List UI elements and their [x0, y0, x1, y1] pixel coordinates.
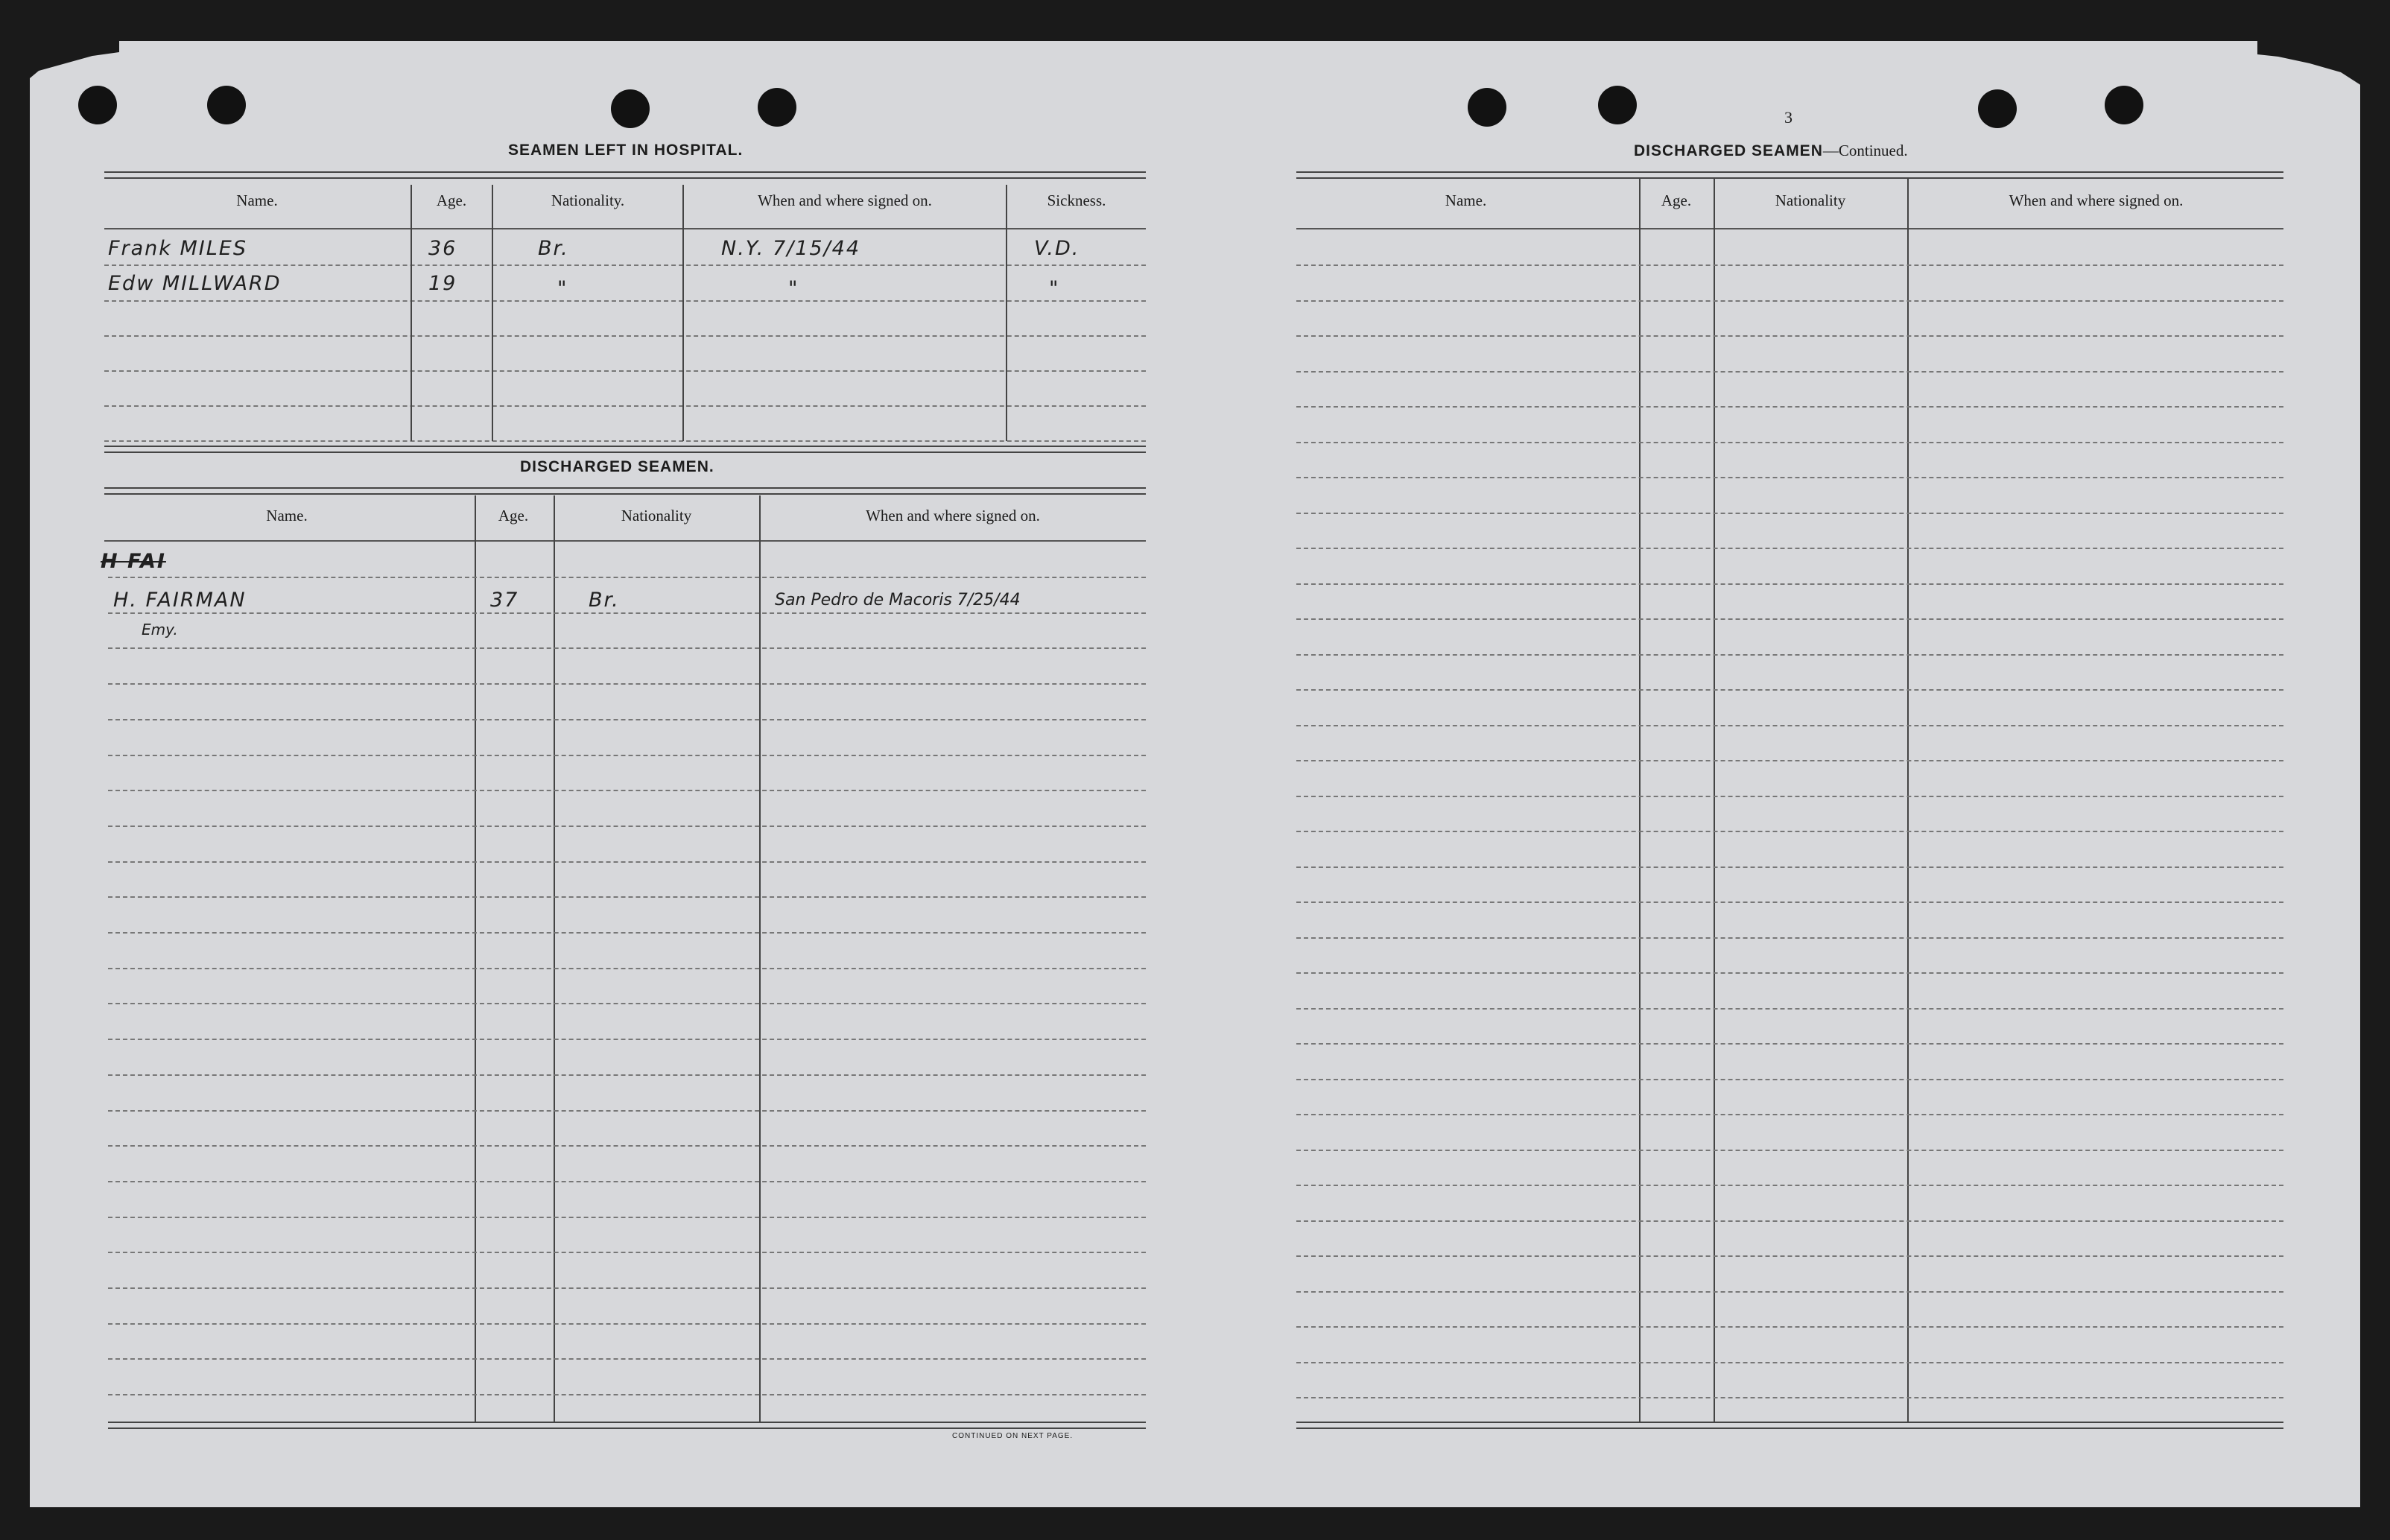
hospital-row-1-sickness: V.D. — [1034, 237, 1080, 260]
punch-hole — [78, 86, 117, 124]
hospital-row-2-nationality: " — [557, 277, 568, 300]
ruled-line — [1296, 1185, 2283, 1186]
ruled-line — [108, 719, 1146, 720]
ruled-line — [1296, 1326, 2283, 1328]
ruled-line — [108, 755, 1146, 756]
hospital-col-nationality: Nationality. — [551, 191, 625, 209]
ruled-line — [108, 577, 1146, 578]
ruled-line — [108, 790, 1146, 791]
ruled-line — [1296, 654, 2283, 656]
discharged-col-divider — [759, 495, 761, 1422]
ruled-line — [108, 1003, 1146, 1004]
hospital-row-1-signed-on: N.Y. 7/15/44 — [721, 237, 861, 260]
ruled-line — [1296, 831, 2283, 832]
ruled-line — [1296, 583, 2283, 585]
ruled-line — [1296, 1397, 2283, 1398]
continued-col-name: Name. — [1445, 191, 1487, 209]
ruled-line — [1296, 1114, 2283, 1115]
punch-hole — [1468, 88, 1506, 127]
continued-col-divider — [1639, 179, 1641, 1422]
ruled-line — [1296, 300, 2283, 302]
ruled-line — [108, 1217, 1146, 1218]
punch-hole — [758, 88, 796, 127]
hospital-row-line — [104, 370, 1146, 372]
discharged-col-nationality: Nationality — [621, 507, 692, 525]
hospital-col-signed-on: When and where signed on. — [758, 191, 932, 209]
hospital-col-divider — [411, 185, 412, 441]
right-bottom-rule — [1296, 1422, 2283, 1429]
discharged-section-title: DISCHARGED SEAMEN. — [520, 458, 714, 475]
ruled-line — [1296, 901, 2283, 903]
ruled-line — [108, 1181, 1146, 1182]
ruled-line — [1296, 1220, 2283, 1222]
hospital-col-sickness: Sickness. — [1047, 191, 1106, 209]
ruled-line — [108, 861, 1146, 863]
discharged-title-rule — [104, 446, 1146, 453]
ruled-line — [108, 1110, 1146, 1112]
ruled-line — [1296, 866, 2283, 868]
ruled-line — [1296, 972, 2283, 974]
discharged-col-divider — [475, 495, 476, 1422]
ruled-line — [108, 1252, 1146, 1253]
ruled-line — [1296, 1008, 2283, 1010]
hospital-section-title: SEAMEN LEFT IN HOSPITAL. — [508, 142, 744, 159]
punch-hole — [2105, 86, 2143, 124]
discharged-row-1-age: 37 — [490, 589, 519, 612]
ruled-line — [1296, 1150, 2283, 1151]
discharged-header-rule — [104, 540, 1146, 542]
continued-header-rule — [1296, 228, 2283, 229]
hospital-row-line — [104, 335, 1146, 337]
ruled-line — [1296, 796, 2283, 797]
page-number: 3 — [1784, 108, 1792, 127]
continued-title-suffix: —Continued. — [1822, 142, 1908, 159]
hospital-row-2-signed-on: " — [788, 277, 799, 300]
hospital-row-line — [104, 264, 1146, 266]
discharged-col-name: Name. — [266, 507, 308, 525]
ruled-line — [108, 1145, 1146, 1147]
ruled-line — [1296, 477, 2283, 478]
continued-col-divider — [1907, 179, 1909, 1422]
ruled-line — [108, 896, 1146, 898]
ruled-line — [1296, 937, 2283, 939]
discharged-row-1-signed-on: San Pedro de Macoris 7/25/44 — [775, 591, 1021, 609]
ruled-line — [1296, 1043, 2283, 1045]
continued-footer: CONTINUED ON NEXT PAGE. — [952, 1432, 1074, 1440]
punch-hole — [207, 86, 246, 124]
left-bottom-rule — [108, 1422, 1146, 1429]
ruled-line — [108, 1039, 1146, 1040]
ruled-line — [108, 1323, 1146, 1325]
hospital-col-divider — [1006, 185, 1007, 441]
discharged-col-age: Age. — [498, 507, 529, 525]
continued-section-title — [1634, 142, 1908, 160]
punch-hole — [1598, 86, 1637, 124]
ruled-line — [1296, 618, 2283, 620]
ruled-line — [108, 1287, 1146, 1289]
ruled-line — [1296, 513, 2283, 514]
ruled-line — [1296, 335, 2283, 337]
hospital-row-1-age: 36 — [428, 237, 457, 260]
ruled-line — [1296, 1079, 2283, 1080]
continued-col-nationality: Nationality — [1775, 191, 1846, 209]
ruled-line — [1296, 371, 2283, 373]
ruled-line — [1296, 1362, 2283, 1363]
discharged-row-1-name: H. FAIRMAN — [113, 589, 247, 612]
hospital-row-1-name: Frank MILES — [108, 237, 248, 260]
hospital-col-divider — [492, 185, 493, 441]
hospital-row-line — [104, 300, 1146, 302]
hospital-col-name: Name. — [236, 191, 278, 209]
continued-col-age: Age. — [1661, 191, 1692, 209]
discharged-col-signed-on: When and where signed on. — [866, 507, 1040, 525]
hospital-row-2-name: Edw MILLWARD — [108, 272, 282, 295]
hospital-row-line — [104, 440, 1146, 442]
discharged-struck-entry: H FAI — [101, 550, 166, 573]
ruled-line — [1296, 442, 2283, 443]
punch-hole — [611, 89, 650, 128]
ruled-line — [108, 683, 1146, 685]
ruled-line — [1296, 1291, 2283, 1293]
discharged-top-rule — [104, 487, 1146, 495]
ruled-line — [1296, 264, 2283, 266]
ruled-line — [1296, 1255, 2283, 1257]
ruled-line — [1296, 760, 2283, 761]
hospital-col-age: Age. — [436, 191, 467, 209]
ruled-line — [1296, 406, 2283, 408]
hospital-row-1-nationality: Br. — [538, 237, 569, 260]
ruled-line — [108, 647, 1146, 649]
continued-col-signed-on: When and where signed on. — [2009, 191, 2184, 209]
ruled-line — [1296, 725, 2283, 726]
punch-hole — [1978, 89, 2017, 128]
hospital-row-line — [104, 405, 1146, 407]
discharged-row-1-note: Emy. — [142, 621, 178, 639]
ruled-line — [1296, 689, 2283, 691]
discharged-col-divider — [554, 495, 555, 1422]
hospital-top-rule — [104, 171, 1146, 179]
continued-col-divider — [1714, 179, 1715, 1422]
hospital-row-2-age: 19 — [428, 272, 457, 295]
continued-top-rule — [1296, 171, 2283, 179]
ruled-line — [108, 968, 1146, 969]
ruled-line — [108, 826, 1146, 827]
ruled-line — [1296, 548, 2283, 549]
ruled-line — [108, 1358, 1146, 1360]
ruled-line — [108, 1074, 1146, 1076]
ruled-line — [108, 1394, 1146, 1395]
discharged-row-1-nationality: Br. — [589, 589, 620, 612]
continued-title-main: DISCHARGED SEAMEN — [1634, 142, 1823, 159]
ruled-line — [108, 612, 1146, 614]
ruled-line — [108, 932, 1146, 934]
hospital-header-rule — [104, 228, 1146, 229]
hospital-col-divider — [682, 185, 684, 441]
hospital-row-2-sickness: " — [1049, 277, 1060, 300]
